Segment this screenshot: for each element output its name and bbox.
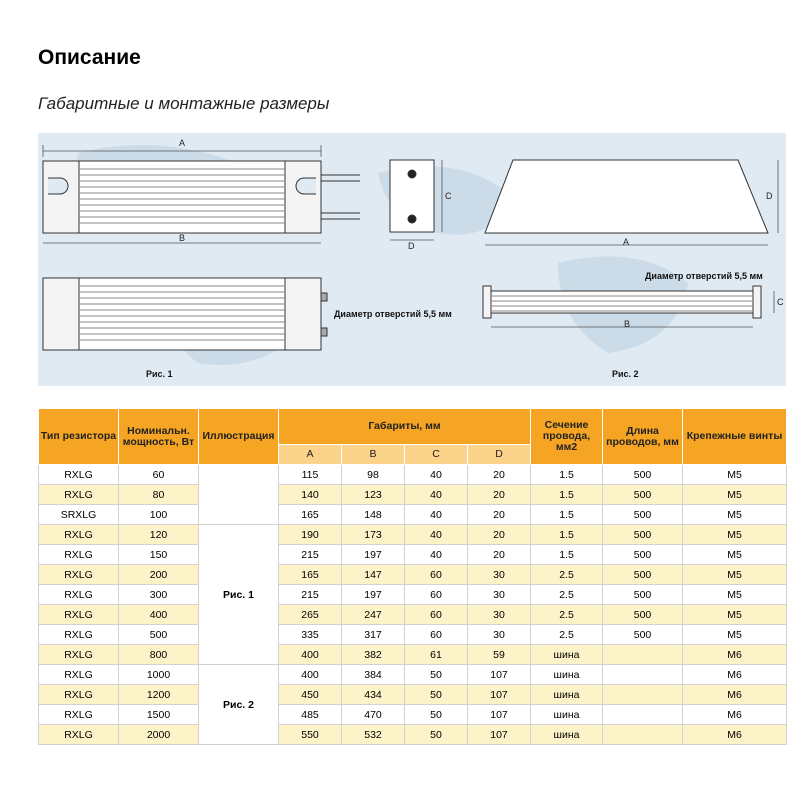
cell-type: RXLG — [39, 465, 119, 485]
cell-d: 107 — [468, 665, 531, 685]
cell-power: 80 — [119, 485, 199, 505]
cell-section: 1.5 — [531, 465, 603, 485]
fig1-top-view — [43, 161, 321, 233]
cell-d: 30 — [468, 565, 531, 585]
dim-b-label-fig1: B — [179, 233, 186, 243]
cell-power: 200 — [119, 565, 199, 585]
cell-type: SRXLG — [39, 505, 119, 525]
cell-power: 500 — [119, 625, 199, 645]
cell-power: 400 — [119, 605, 199, 625]
cell-power: 150 — [119, 545, 199, 565]
table-row — [39, 525, 787, 545]
dim-a-label-fig1: A — [179, 138, 186, 148]
cell-type: RXLG — [39, 545, 119, 565]
cell-illustration: Рис. 1 — [199, 525, 279, 665]
cell-type: RXLG — [39, 565, 119, 585]
cell-illustration: Рис. 2 — [199, 665, 279, 745]
table-row — [39, 645, 787, 665]
cell-b: 532 — [342, 725, 405, 745]
cell-screw: M6 — [683, 665, 787, 685]
cell-b: 123 — [342, 485, 405, 505]
cell-d: 107 — [468, 705, 531, 725]
cell-screw: M5 — [683, 505, 787, 525]
cell-screw: M5 — [683, 545, 787, 565]
cell-screw: M5 — [683, 465, 787, 485]
cell-length — [603, 705, 683, 725]
cell-power: 800 — [119, 645, 199, 665]
cell-screw: M6 — [683, 645, 787, 665]
cell-section: 1.5 — [531, 485, 603, 505]
page-title: Описание — [38, 46, 141, 69]
cell-b: 384 — [342, 665, 405, 685]
cell-c: 60 — [405, 605, 468, 625]
table-row — [39, 665, 787, 685]
cell-screw: M5 — [683, 605, 787, 625]
cell-screw: M5 — [683, 585, 787, 605]
cell-power: 1500 — [119, 705, 199, 725]
dim-c-label-end: C — [445, 191, 452, 201]
cell-d: 20 — [468, 505, 531, 525]
dim-a-label-fig2: A — [623, 237, 630, 247]
cell-a: 215 — [279, 585, 342, 605]
cell-section: шина — [531, 705, 603, 725]
cell-a: 190 — [279, 525, 342, 545]
cell-type: RXLG — [39, 725, 119, 745]
table-row — [39, 585, 787, 605]
page-subtitle: Габаритные и монтажные размеры — [38, 94, 330, 113]
cell-type: RXLG — [39, 485, 119, 505]
cell-a: 115 — [279, 465, 342, 485]
cell-screw: M5 — [683, 485, 787, 505]
table-row — [39, 605, 787, 625]
cell-b: 470 — [342, 705, 405, 725]
cell-d: 20 — [468, 525, 531, 545]
cell-section: 2.5 — [531, 625, 603, 645]
dimension-drawing — [38, 133, 786, 386]
cell-length — [603, 645, 683, 665]
header-illustration: Иллюстрация — [199, 409, 279, 465]
cell-section: 1.5 — [531, 525, 603, 545]
cell-length: 500 — [603, 505, 683, 525]
cell-illustration — [199, 465, 279, 525]
cell-a: 485 — [279, 705, 342, 725]
cell-b: 148 — [342, 505, 405, 525]
cell-d: 20 — [468, 485, 531, 505]
cell-length — [603, 725, 683, 745]
table-row — [39, 725, 787, 745]
cell-c: 61 — [405, 645, 468, 665]
cell-c: 40 — [405, 525, 468, 545]
cell-d: 30 — [468, 605, 531, 625]
cell-c: 40 — [405, 465, 468, 485]
header-d: D — [468, 445, 531, 465]
cell-length: 500 — [603, 585, 683, 605]
header-screws: Крепежные винты — [683, 409, 787, 465]
hole-label-fig2: Диаметр отверстий 5,5 мм — [645, 271, 763, 281]
cell-c: 50 — [405, 725, 468, 745]
cell-length — [603, 685, 683, 705]
cell-section: 2.5 — [531, 605, 603, 625]
cell-b: 197 — [342, 585, 405, 605]
dim-d-label-fig2: D — [766, 191, 773, 201]
cell-screw: M5 — [683, 525, 787, 545]
cell-length: 500 — [603, 545, 683, 565]
drawing-svg — [38, 133, 786, 386]
cell-screw: M6 — [683, 705, 787, 725]
cell-d: 59 — [468, 645, 531, 665]
cell-a: 400 — [279, 665, 342, 685]
cell-b: 197 — [342, 545, 405, 565]
cell-power: 1200 — [119, 685, 199, 705]
fig1-side-view — [43, 278, 327, 350]
cell-type: RXLG — [39, 525, 119, 545]
cell-length — [603, 665, 683, 685]
cell-section: 2.5 — [531, 585, 603, 605]
cell-a: 165 — [279, 565, 342, 585]
table-row — [39, 705, 787, 725]
cell-screw: M6 — [683, 725, 787, 745]
cell-section: 2.5 — [531, 565, 603, 585]
cell-length: 500 — [603, 485, 683, 505]
cell-b: 247 — [342, 605, 405, 625]
cell-type: RXLG — [39, 685, 119, 705]
cell-d: 107 — [468, 725, 531, 745]
fig2-side-view — [483, 286, 761, 318]
cell-power: 300 — [119, 585, 199, 605]
table-row — [39, 625, 787, 645]
cell-a: 450 — [279, 685, 342, 705]
cell-d: 20 — [468, 545, 531, 565]
cell-power: 2000 — [119, 725, 199, 745]
cell-c: 50 — [405, 665, 468, 685]
cell-power: 120 — [119, 525, 199, 545]
cell-c: 60 — [405, 565, 468, 585]
cell-a: 400 — [279, 645, 342, 665]
table-row — [39, 545, 787, 565]
fig2-trapezoid — [485, 160, 768, 233]
cell-c: 40 — [405, 505, 468, 525]
header-dimensions: Габариты, мм — [279, 409, 531, 445]
cell-a: 215 — [279, 545, 342, 565]
cell-d: 107 — [468, 685, 531, 705]
table-row — [39, 485, 787, 505]
cell-b: 98 — [342, 465, 405, 485]
table-row — [39, 465, 787, 485]
table-row — [39, 565, 787, 585]
header-c: C — [405, 445, 468, 465]
cell-type: RXLG — [39, 665, 119, 685]
cell-section: шина — [531, 665, 603, 685]
header-section: Сечение провода, мм2 — [531, 409, 603, 465]
cell-d: 30 — [468, 585, 531, 605]
cell-c: 60 — [405, 585, 468, 605]
end-view — [390, 160, 434, 232]
cell-d: 30 — [468, 625, 531, 645]
table-row — [39, 685, 787, 705]
cell-a: 140 — [279, 485, 342, 505]
cell-power: 100 — [119, 505, 199, 525]
cell-a: 265 — [279, 605, 342, 625]
cell-type: RXLG — [39, 625, 119, 645]
cell-c: 60 — [405, 625, 468, 645]
header-b: B — [342, 445, 405, 465]
cell-power: 1000 — [119, 665, 199, 685]
cell-length: 500 — [603, 625, 683, 645]
cell-screw: M5 — [683, 625, 787, 645]
cell-d: 20 — [468, 465, 531, 485]
cell-c: 50 — [405, 705, 468, 725]
cell-a: 165 — [279, 505, 342, 525]
header-length: Длина проводов, мм — [603, 409, 683, 465]
cell-c: 40 — [405, 485, 468, 505]
dim-d-label-end: D — [408, 241, 415, 251]
specs-table — [38, 408, 787, 745]
table-row — [39, 505, 787, 525]
cell-type: RXLG — [39, 605, 119, 625]
cell-b: 382 — [342, 645, 405, 665]
cell-c: 50 — [405, 685, 468, 705]
cell-power: 60 — [119, 465, 199, 485]
cell-a: 335 — [279, 625, 342, 645]
cell-length: 500 — [603, 465, 683, 485]
cell-type: RXLG — [39, 705, 119, 725]
cell-b: 147 — [342, 565, 405, 585]
cell-length: 500 — [603, 525, 683, 545]
hole-label-fig1: Диаметр отверстий 5,5 мм — [334, 309, 452, 319]
cell-b: 434 — [342, 685, 405, 705]
cell-screw: M6 — [683, 685, 787, 705]
cell-section: 1.5 — [531, 505, 603, 525]
cell-b: 173 — [342, 525, 405, 545]
header-power: Номинальн. мощность, Вт — [119, 409, 199, 465]
cell-a: 550 — [279, 725, 342, 745]
header-a: A — [279, 445, 342, 465]
dim-b-label-fig2: B — [624, 319, 631, 329]
fig1-caption: Рис. 1 — [146, 369, 173, 379]
cell-section: 1.5 — [531, 545, 603, 565]
cell-section: шина — [531, 725, 603, 745]
cell-section: шина — [531, 645, 603, 665]
fig1-wires — [321, 175, 360, 219]
fig2-caption: Рис. 2 — [612, 369, 639, 379]
cell-type: RXLG — [39, 585, 119, 605]
cell-type: RXLG — [39, 645, 119, 665]
cell-c: 40 — [405, 545, 468, 565]
specs-table-body — [39, 465, 787, 745]
dim-c-label-fig2: C — [777, 297, 784, 307]
header-type: Тип резистора — [39, 409, 119, 465]
cell-length: 500 — [603, 565, 683, 585]
cell-section: шина — [531, 685, 603, 705]
cell-screw: M5 — [683, 565, 787, 585]
cell-length: 500 — [603, 605, 683, 625]
cell-b: 317 — [342, 625, 405, 645]
